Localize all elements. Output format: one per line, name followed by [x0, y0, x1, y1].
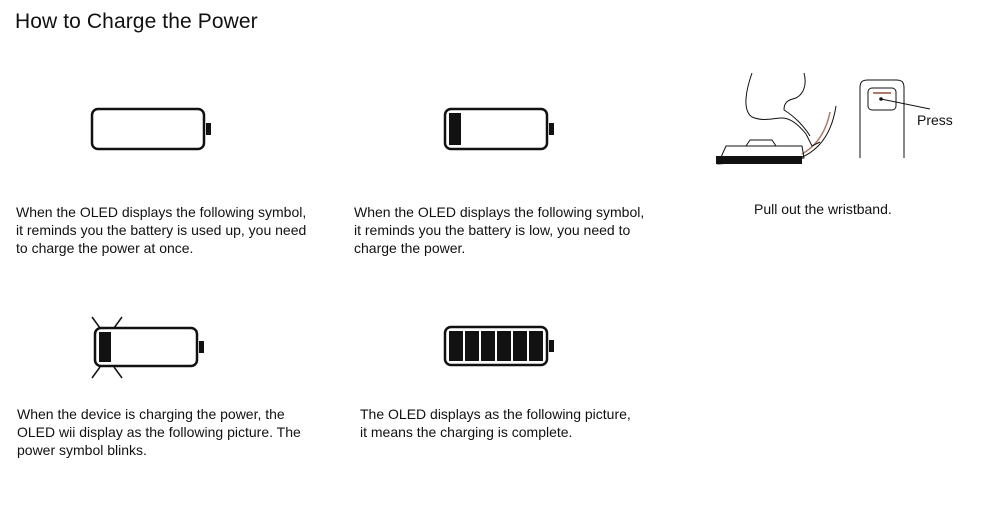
caption-line: to charge the power at once. — [16, 240, 194, 256]
battery-segment — [497, 331, 511, 361]
wristband-illustration — [712, 70, 912, 170]
battery-segment — [481, 331, 495, 361]
caption-line: Pull out the wristband. — [754, 201, 892, 217]
battery-segment — [465, 331, 479, 361]
battery-low-icon — [443, 107, 557, 153]
press-label: Press — [917, 112, 953, 128]
caption-line: When the OLED displays the following symbol, — [16, 204, 307, 220]
caption-line: When the device is charging the power, the — [17, 406, 285, 422]
empty-battery-caption — [16, 203, 306, 257]
wristband-caption — [754, 200, 892, 218]
caption-line: it reminds you the battery is low, you need to — [354, 222, 631, 238]
blink-ray — [92, 317, 100, 328]
caption-line: When the OLED displays the following symbol, — [354, 204, 645, 220]
battery-level-bars — [449, 331, 543, 361]
battery-level-bar — [449, 113, 461, 145]
blink-ray — [92, 367, 100, 378]
full-battery-caption — [360, 405, 631, 441]
caption-line: The OLED displays as the following picture, — [360, 406, 631, 422]
battery-charging-icon — [88, 314, 210, 382]
blink-ray — [114, 317, 122, 328]
page-title: How to Charge the Power — [15, 10, 258, 33]
caption-line: it reminds you the battery is used up, you need — [16, 222, 307, 238]
caption-line: OLED wii display as the following picture. The — [17, 424, 301, 440]
battery-full-icon — [443, 325, 557, 369]
caption-line: it means the charging is complete. — [360, 424, 573, 440]
caption-line: charge the power. — [354, 240, 466, 256]
battery-level-bar — [99, 332, 111, 362]
battery-segment — [529, 331, 543, 361]
battery-empty-icon — [90, 107, 214, 153]
blink-ray — [114, 367, 122, 378]
caption-line: power symbol blinks. — [17, 442, 147, 458]
charging-caption — [17, 405, 301, 459]
battery-segment — [449, 331, 463, 361]
low-battery-caption — [354, 203, 644, 257]
battery-segment — [513, 331, 527, 361]
